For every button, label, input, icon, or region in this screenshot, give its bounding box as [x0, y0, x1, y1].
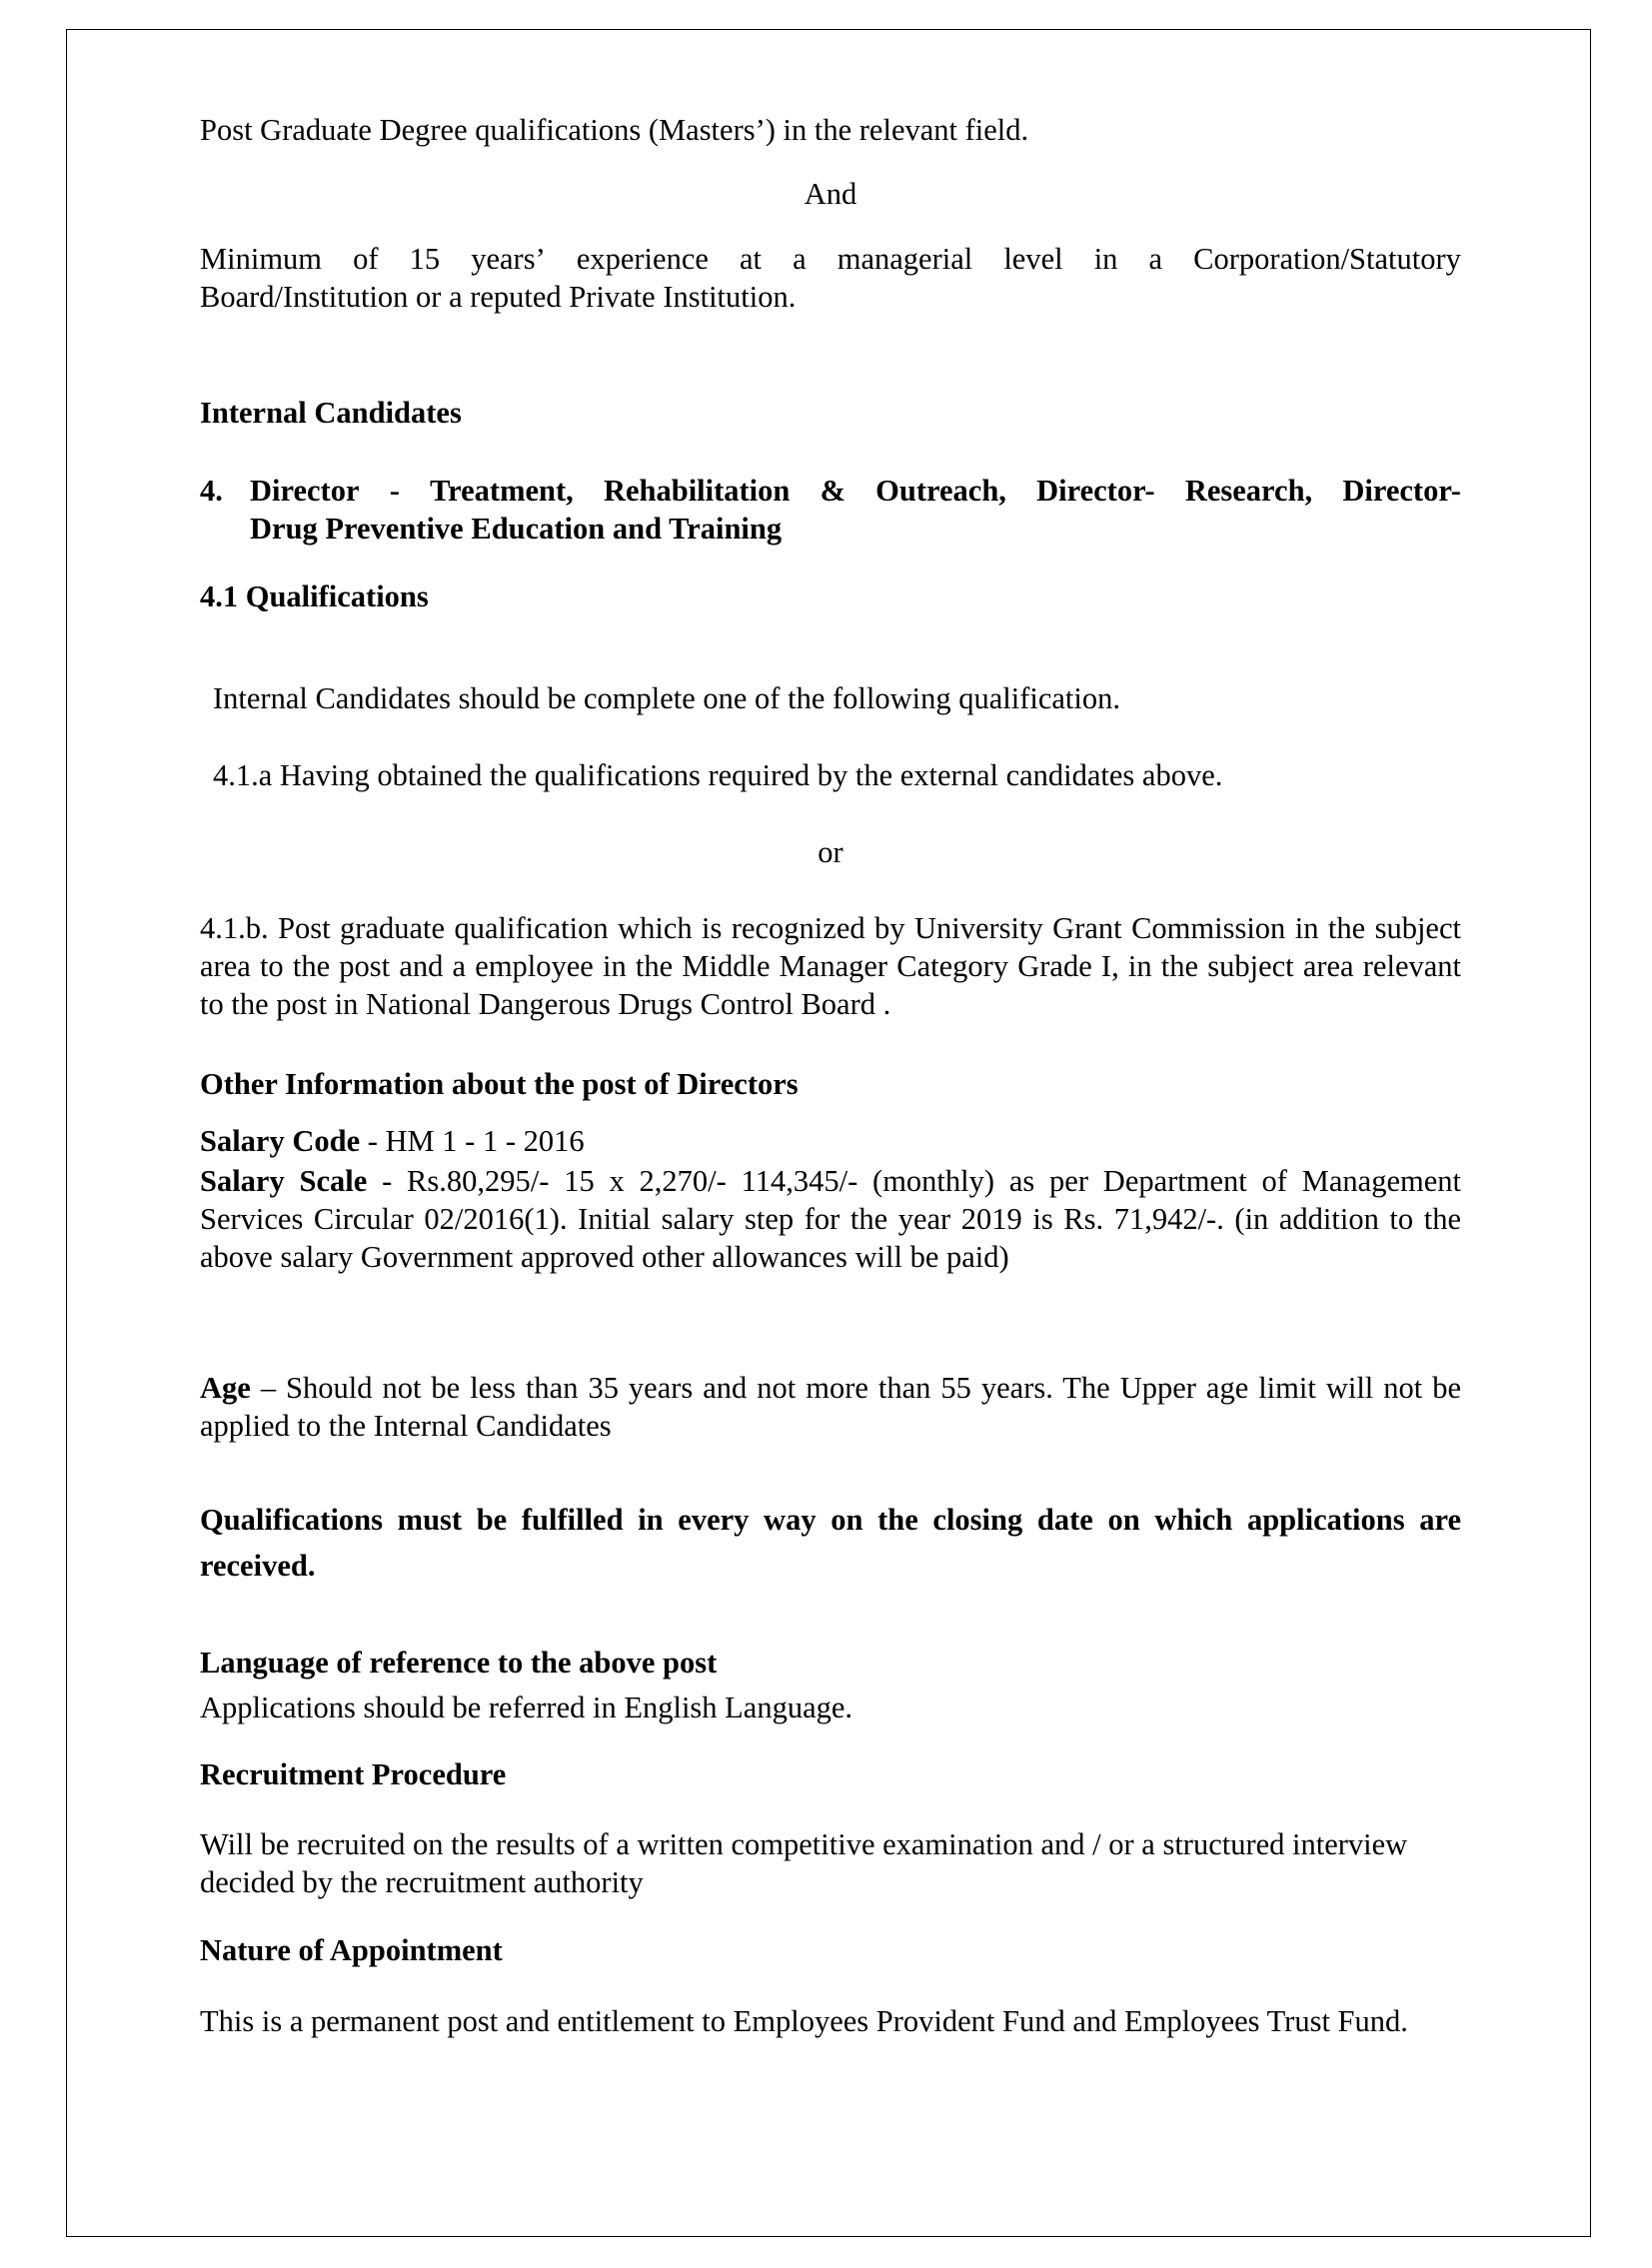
language-heading: Language of reference to the above post	[200, 1646, 718, 1680]
experience-line-1-word: level	[1003, 242, 1063, 276]
section-4-title-line-1-word: Director	[250, 474, 360, 508]
nature-of-appointment-text: This is a permanent post and entitlement to Employees Provident Fund and Employees Trust Fund.	[200, 2004, 1408, 2038]
age-requirement	[200, 1369, 1461, 1445]
qualification-4-1-a: 4.1.a Having obtained the qualifications required by the external candidates above.	[213, 758, 1223, 792]
age-value: – Should not be less than 35 years and not more than 55 years. The Upper age limit will not be applied to the Internal Candidates	[200, 1371, 1461, 1443]
salary-scale-value: - Rs.80,295/- 15 x 2,270/- 114,345/- (monthly) as per Department of Management Services Circular 02/2016(1). Initial salary step for the year 2019 is Rs. 71,942/-. (in addition to the above salary Government approved other allowances will be paid)	[200, 1164, 1461, 1274]
section-4-title	[200, 472, 1461, 548]
experience-line-1-word: in	[1093, 242, 1118, 276]
recruitment-procedure-heading: Recruitment Procedure	[200, 1757, 507, 1791]
experience-line-1-word: managerial	[836, 242, 973, 276]
recruitment-procedure-text: Will be recruited on the results of a written competitive examination and / or a structured interview decided by the recruitment authority	[200, 1827, 1408, 1899]
section-4-title-line-1-word: Outreach,	[875, 474, 1006, 508]
experience-line-1-word: years’	[471, 242, 546, 276]
internal-candidates-heading: Internal Candidates	[200, 396, 462, 430]
experience-line-1-word: Minimum	[200, 242, 323, 276]
section-4-title-line-1-word: &	[820, 474, 845, 508]
qualification-4-1-b: 4.1.b. Post graduate qualification which is recognized by University Grant Commission in the subject area to the post and a employee in the Middle Manager Category Grade I, in the subject area relevant to the post in National Dangerous Drugs Control Board .	[200, 911, 1461, 1021]
experience-line-1	[200, 240, 1461, 278]
section-4-title-line-1-word: Director-	[1036, 474, 1155, 508]
experience-line-2: Board/Institution or a reputed Private Institution.	[200, 280, 797, 314]
language-text: Applications should be referred in English Language.	[200, 1691, 853, 1724]
experience-line-1-word: Corporation/Statutory	[1193, 242, 1461, 276]
salary-code	[200, 1122, 1461, 1160]
section-4-title-line-1	[250, 472, 1461, 510]
experience-line-1-word: experience	[576, 242, 709, 276]
experience-requirement	[200, 240, 1461, 316]
section-4-1-heading: 4.1 Qualifications	[200, 579, 429, 613]
experience-line-1-word: of	[353, 242, 379, 276]
salary-scale	[200, 1162, 1461, 1276]
section-4-title-line-1-word: Research,	[1184, 474, 1313, 508]
nature-of-appointment-heading: Nature of Appointment	[200, 1933, 503, 1967]
experience-line-1-word: 15	[409, 242, 441, 276]
experience-line-1-word: a	[793, 242, 807, 276]
section-4-number: 4.	[200, 474, 223, 508]
experience-line-1-word: a	[1148, 242, 1163, 276]
and-separator: And	[804, 177, 857, 211]
internal-candidates-instruction: Internal Candidates should be complete one of the following qualification.	[213, 681, 1120, 715]
section-4-title-line-2: Drug Preventive Education and Training	[250, 512, 783, 546]
section-4-title-line-1-word: -	[389, 474, 400, 508]
section-4-title-line-1-word: Rehabilitation	[603, 474, 791, 508]
salary-code-value: - HM 1 - 1 - 2016	[360, 1124, 585, 1158]
or-separator: or	[818, 835, 843, 869]
other-information-heading: Other Information about the post of Directors	[200, 1067, 799, 1101]
experience-line-1-word: at	[740, 242, 763, 276]
salary-scale-label: Salary Scale	[200, 1164, 368, 1198]
salary-code-label: Salary Code	[200, 1124, 361, 1158]
masters-qualification: Post Graduate Degree qualifications (Masters’) in the relevant field.	[200, 113, 1029, 147]
section-4-title-line-1-word: Treatment,	[430, 474, 574, 508]
age-label: Age	[200, 1371, 251, 1405]
section-4-title-line-1-word: Director-	[1342, 474, 1461, 508]
qualification-notice: Qualifications must be fulfilled in every way on the closing date on which applications are received.	[200, 1503, 1461, 1583]
